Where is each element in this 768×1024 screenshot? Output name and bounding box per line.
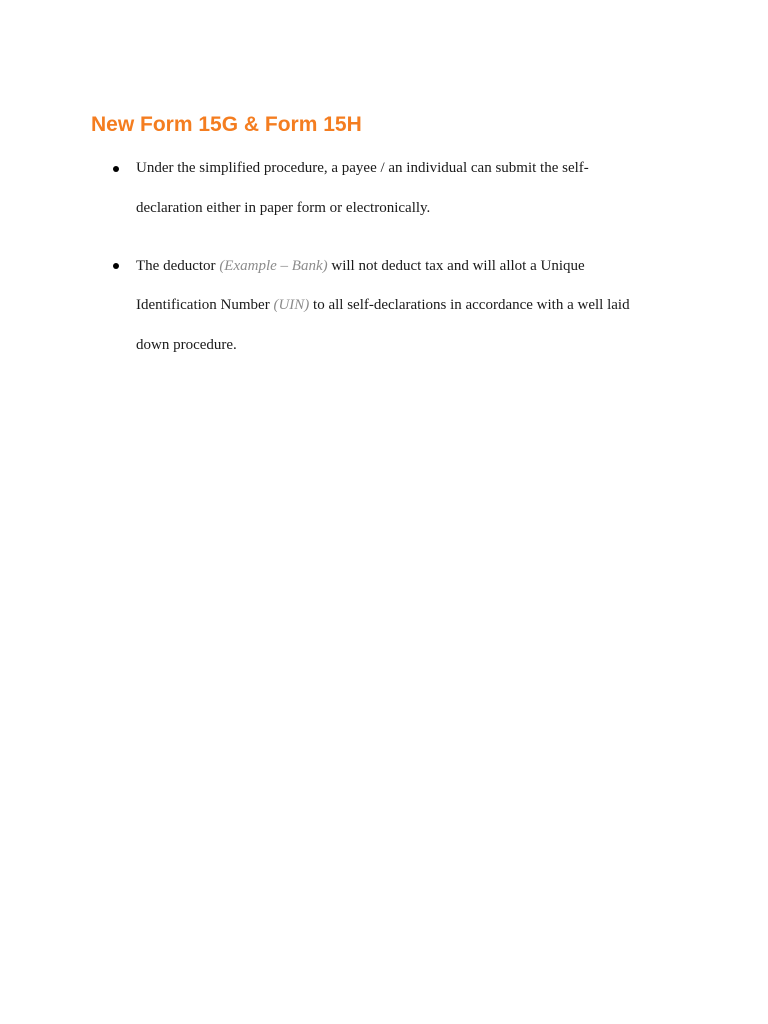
document-heading: New Form 15G & Form 15H <box>91 113 362 136</box>
example-bank-hint: (Example – Bank) <box>219 258 328 274</box>
bullet-1-line-1: Under the simplified procedure, a payee / an individual can submit the self- <box>136 160 589 176</box>
bullet-1-line-2: declaration either in paper form or electronically. <box>136 200 431 216</box>
bullet-dot-icon <box>113 166 119 172</box>
bullet-2-line-3: down procedure. <box>136 337 237 353</box>
line-text: to all self-declarations in accordance with a well laid <box>309 297 630 313</box>
line-text: The deductor <box>136 258 220 274</box>
bullet-2-line-2 <box>136 295 630 315</box>
uin-hint: (UIN) <box>273 297 310 313</box>
bullet-dot-icon <box>113 263 119 269</box>
bullet-2-line-1 <box>136 256 585 276</box>
line-text: Identification Number <box>136 297 274 313</box>
line-text: will not deduct tax and will allot a Unique <box>327 258 585 274</box>
